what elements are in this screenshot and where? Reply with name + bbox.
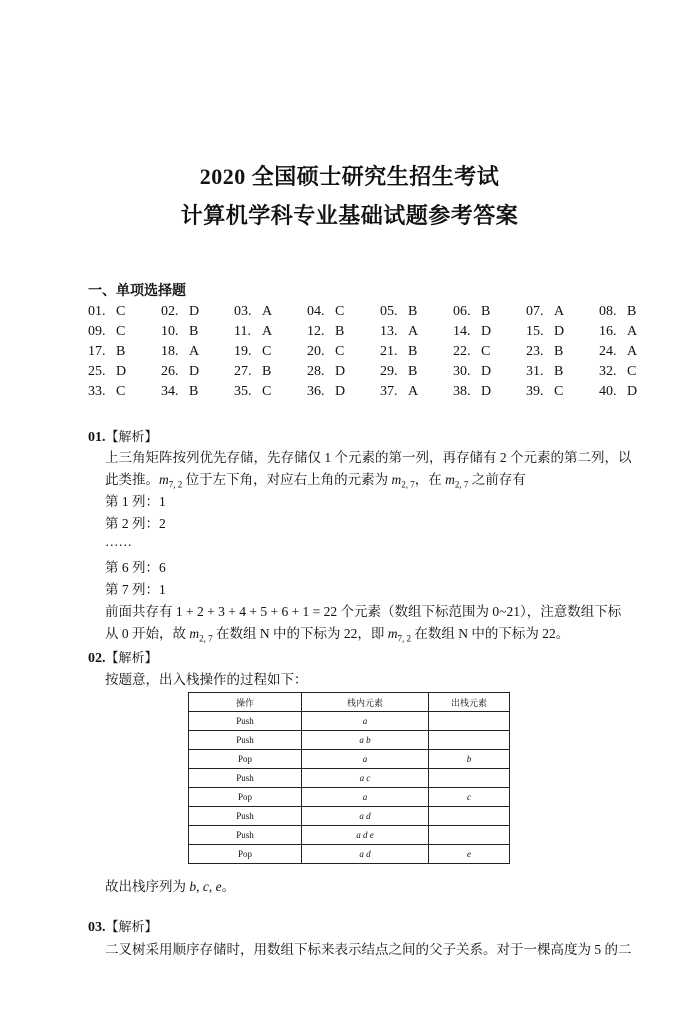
cell-text: Pop [237, 754, 252, 764]
header-stack: 栈内元素 [302, 693, 429, 712]
answer-choice: C [627, 364, 637, 379]
text-line [105, 446, 632, 466]
answer-choice: A [262, 304, 273, 319]
answer-choice: C [116, 304, 126, 319]
text-segment: 故出栈序列为 [105, 879, 190, 894]
answer-choice: D [335, 364, 346, 379]
math-variable: m [189, 626, 200, 641]
doc-title-line1: 2020 全国硕士研究生招生考试 [199, 164, 500, 189]
answer-number: 27. [234, 364, 252, 379]
cell-text: a c [359, 773, 371, 783]
answer-choice: B [116, 344, 126, 359]
answer-choice: C [335, 304, 345, 319]
cell-stack [302, 731, 429, 750]
answer-choice: A [408, 324, 419, 339]
cell-operation [189, 826, 302, 845]
text-segment: 二叉树采用顺序存储时，用数组下标来表示结点之间的父子关系。对于一棵高度为 5 的二 [105, 942, 632, 957]
cell-stack [302, 788, 429, 807]
text-line [105, 534, 132, 550]
text-line [105, 512, 166, 532]
cell-text: Push [236, 735, 254, 745]
answer-number: 23. [526, 344, 544, 359]
cell-popped [429, 826, 510, 845]
cell-text: b [466, 754, 472, 764]
math-variable: e [215, 879, 222, 894]
cell-stack [302, 712, 429, 731]
cell-stack [302, 750, 429, 769]
text-segment: 上三角矩阵按列优先存储，先存储仅 1 个元素的第一列，再存储有 2 个元素的第二列，以 [105, 450, 632, 465]
answer-choice: B [335, 324, 345, 339]
cell-popped [429, 750, 510, 769]
cell-text: a [362, 716, 368, 726]
answer-number: 15. [526, 324, 544, 339]
cell-text: Push [236, 811, 254, 821]
answer-choice: C [554, 384, 564, 399]
cell-popped [429, 731, 510, 750]
header-popped: 出栈元素 [429, 693, 510, 712]
text-segment: 。 [221, 879, 236, 894]
q02-heading [88, 647, 158, 667]
text-line [105, 490, 166, 510]
answer-number: 07. [526, 304, 544, 319]
text-segment: …… [105, 534, 132, 549]
math-variable: b [189, 879, 197, 894]
text-line [105, 556, 166, 576]
cell-operation [189, 845, 302, 864]
answer-number: 26. [161, 364, 179, 379]
subscript: 7, 2 [397, 633, 411, 644]
text-segment: 第 1 列：1 [105, 494, 166, 509]
answer-number: 02. [161, 304, 179, 319]
answer-number: 14. [453, 324, 471, 339]
cell-popped [429, 788, 510, 807]
text-line [105, 600, 621, 620]
cell-text: a d [359, 811, 371, 821]
answer-number: 33. [88, 384, 106, 399]
answer-choice: D [116, 364, 127, 379]
table-row [189, 731, 510, 750]
answer-choice: D [189, 364, 200, 379]
text-line [105, 622, 569, 644]
answer-choice: D [627, 384, 638, 399]
answer-choice: C [116, 384, 126, 399]
cell-text: c [467, 792, 471, 802]
math-variable: c [202, 879, 209, 894]
section-heading: 一、单项选择题 [88, 283, 186, 299]
cell-operation [189, 788, 302, 807]
answer-number: 10. [161, 324, 179, 339]
q03-heading [88, 916, 158, 936]
answer-choice: B [408, 304, 418, 319]
answer-choice: B [189, 384, 199, 399]
cell-text: a d [359, 849, 371, 859]
answer-number: 28. [307, 364, 325, 379]
text-segment: 之前存有 [468, 472, 526, 487]
cell-text: Push [236, 773, 254, 783]
answer-number: 19. [234, 344, 252, 359]
answer-number: 37. [380, 384, 398, 399]
cell-text: e [467, 849, 471, 859]
answer-choice: A [554, 304, 565, 319]
cell-popped [429, 712, 510, 731]
answer-choice: B [481, 304, 491, 319]
answer-number: 21. [380, 344, 398, 359]
answer-choice: C [481, 344, 491, 359]
table-row [189, 807, 510, 826]
math-variable: m [445, 472, 455, 487]
answer-choice: A [627, 324, 638, 339]
answer-choice: B [554, 344, 564, 359]
answer-number: 18. [161, 344, 179, 359]
q03-number: 03. [88, 920, 106, 935]
q02-conclusion [105, 875, 235, 895]
answer-number: 32. [599, 364, 617, 379]
math-variable: m [391, 472, 402, 487]
text-line [105, 938, 632, 958]
answer-number: 22. [453, 344, 471, 359]
answer-number: 08. [599, 304, 617, 319]
subscript: 2, 7 [199, 633, 213, 644]
cell-text: a [362, 792, 368, 802]
header-operation: 操作 [189, 693, 302, 712]
doc-title-line2: 计算机学科专业基础试题参考答案 [180, 203, 519, 228]
cell-operation [189, 731, 302, 750]
cell-text: Pop [237, 792, 252, 802]
answer-choice: D [481, 384, 492, 399]
answer-choice: C [262, 344, 272, 359]
text-segment: 第 7 列：1 [105, 582, 166, 597]
answer-number: 16. [599, 324, 617, 339]
answer-choice: C [116, 324, 126, 339]
answer-number: 29. [380, 364, 398, 379]
answer-choice: A [408, 384, 419, 399]
cell-operation [189, 750, 302, 769]
text-segment: 从 0 开始，故 [105, 626, 190, 641]
answer-choice: D [189, 304, 200, 319]
answer-number: 31. [526, 364, 544, 379]
q03-label: 【解析】 [105, 920, 158, 935]
math-variable: m [159, 472, 169, 487]
subscript: 2, 7 [401, 479, 415, 490]
q01-heading [88, 426, 158, 446]
answer-choice: B [408, 344, 418, 359]
table-header-row [189, 693, 510, 712]
answer-number: 05. [380, 304, 398, 319]
answer-choice: C [335, 344, 345, 359]
answer-number: 06. [453, 304, 471, 319]
cell-popped [429, 845, 510, 864]
answer-choice: B [627, 304, 637, 319]
answer-number: 09. [88, 324, 106, 339]
table-row [189, 769, 510, 788]
answer-number: 40. [599, 384, 617, 399]
cell-text: Pop [237, 849, 252, 859]
answer-number: 39. [526, 384, 544, 399]
answer-choice: A [189, 344, 200, 359]
cell-operation [189, 769, 302, 788]
q02-label: 【解析】 [105, 651, 158, 666]
cell-stack [302, 769, 429, 788]
answer-choice: A [262, 324, 273, 339]
text-segment: 位于左下角，对应右上角的元素为 [182, 472, 392, 487]
answer-number: 36. [307, 384, 325, 399]
answer-number: 24. [599, 344, 617, 359]
text-segment: , [208, 879, 216, 894]
text-segment: 在数组 N 中的下标为 22。 [411, 626, 570, 641]
q01-number: 01. [88, 430, 106, 445]
subscript: 7, 2 [168, 479, 183, 490]
answer-choice: B [408, 364, 418, 379]
subscript: 2, 7 [454, 479, 469, 490]
text-segment: 此类推。 [105, 472, 159, 487]
text-segment: ，在 [414, 472, 446, 487]
cell-popped [429, 807, 510, 826]
q02-number: 02. [88, 651, 106, 666]
table-row [189, 845, 510, 864]
answer-number: 12. [307, 324, 325, 339]
text-segment: 第 6 列：6 [105, 560, 166, 575]
cell-popped [429, 769, 510, 788]
answer-choice: A [627, 344, 638, 359]
q01-label: 【解析】 [105, 430, 158, 445]
cell-text: a b [359, 735, 371, 745]
answer-choice: D [481, 324, 492, 339]
answer-choice: B [189, 324, 199, 339]
table-row [189, 788, 510, 807]
table-row [189, 712, 510, 731]
answer-choice: B [262, 364, 272, 379]
table-row [189, 826, 510, 845]
cell-stack [302, 826, 429, 845]
cell-operation [189, 807, 302, 826]
answer-number: 04. [307, 304, 325, 319]
answer-number: 20. [307, 344, 325, 359]
answer-number: 01. [88, 304, 106, 319]
text-segment: 在数组 N 中的下标为 22，即 [212, 626, 388, 641]
cell-text: Push [236, 830, 254, 840]
answer-number: 03. [234, 304, 252, 319]
text-segment: 第 2 列：2 [105, 516, 166, 531]
answer-choice: C [262, 384, 272, 399]
answer-number: 11. [234, 324, 251, 339]
q02-intro: 按题意，出入栈操作的过程如下： [105, 672, 308, 687]
answer-number: 17. [88, 344, 106, 359]
text-segment: , [196, 879, 203, 894]
text-segment: 前面共存有 1 + 2 + 3 + 4 + 5 + 6 + 1 = 22 个元素（数组下标范围为 0~21），注意数组下标 [105, 604, 622, 619]
cell-operation [189, 712, 302, 731]
text-line [105, 578, 166, 598]
answer-choice: D [481, 364, 492, 379]
cell-text: a d e [356, 830, 374, 840]
cell-stack [302, 845, 429, 864]
math-variable: m [387, 626, 398, 641]
text-line [105, 468, 526, 490]
answer-number: 30. [453, 364, 471, 379]
answer-choice: D [335, 384, 346, 399]
table-row [189, 750, 510, 769]
cell-stack [302, 807, 429, 826]
answer-choice: D [554, 324, 565, 339]
answer-number: 25. [88, 364, 106, 379]
answer-number: 34. [161, 384, 179, 399]
cell-text: Push [236, 716, 254, 726]
answer-number: 35. [234, 384, 252, 399]
stack-table [188, 692, 510, 864]
answer-number: 13. [380, 324, 398, 339]
answer-choice: B [554, 364, 564, 379]
answer-number: 38. [453, 384, 471, 399]
cell-text: a [362, 754, 368, 764]
